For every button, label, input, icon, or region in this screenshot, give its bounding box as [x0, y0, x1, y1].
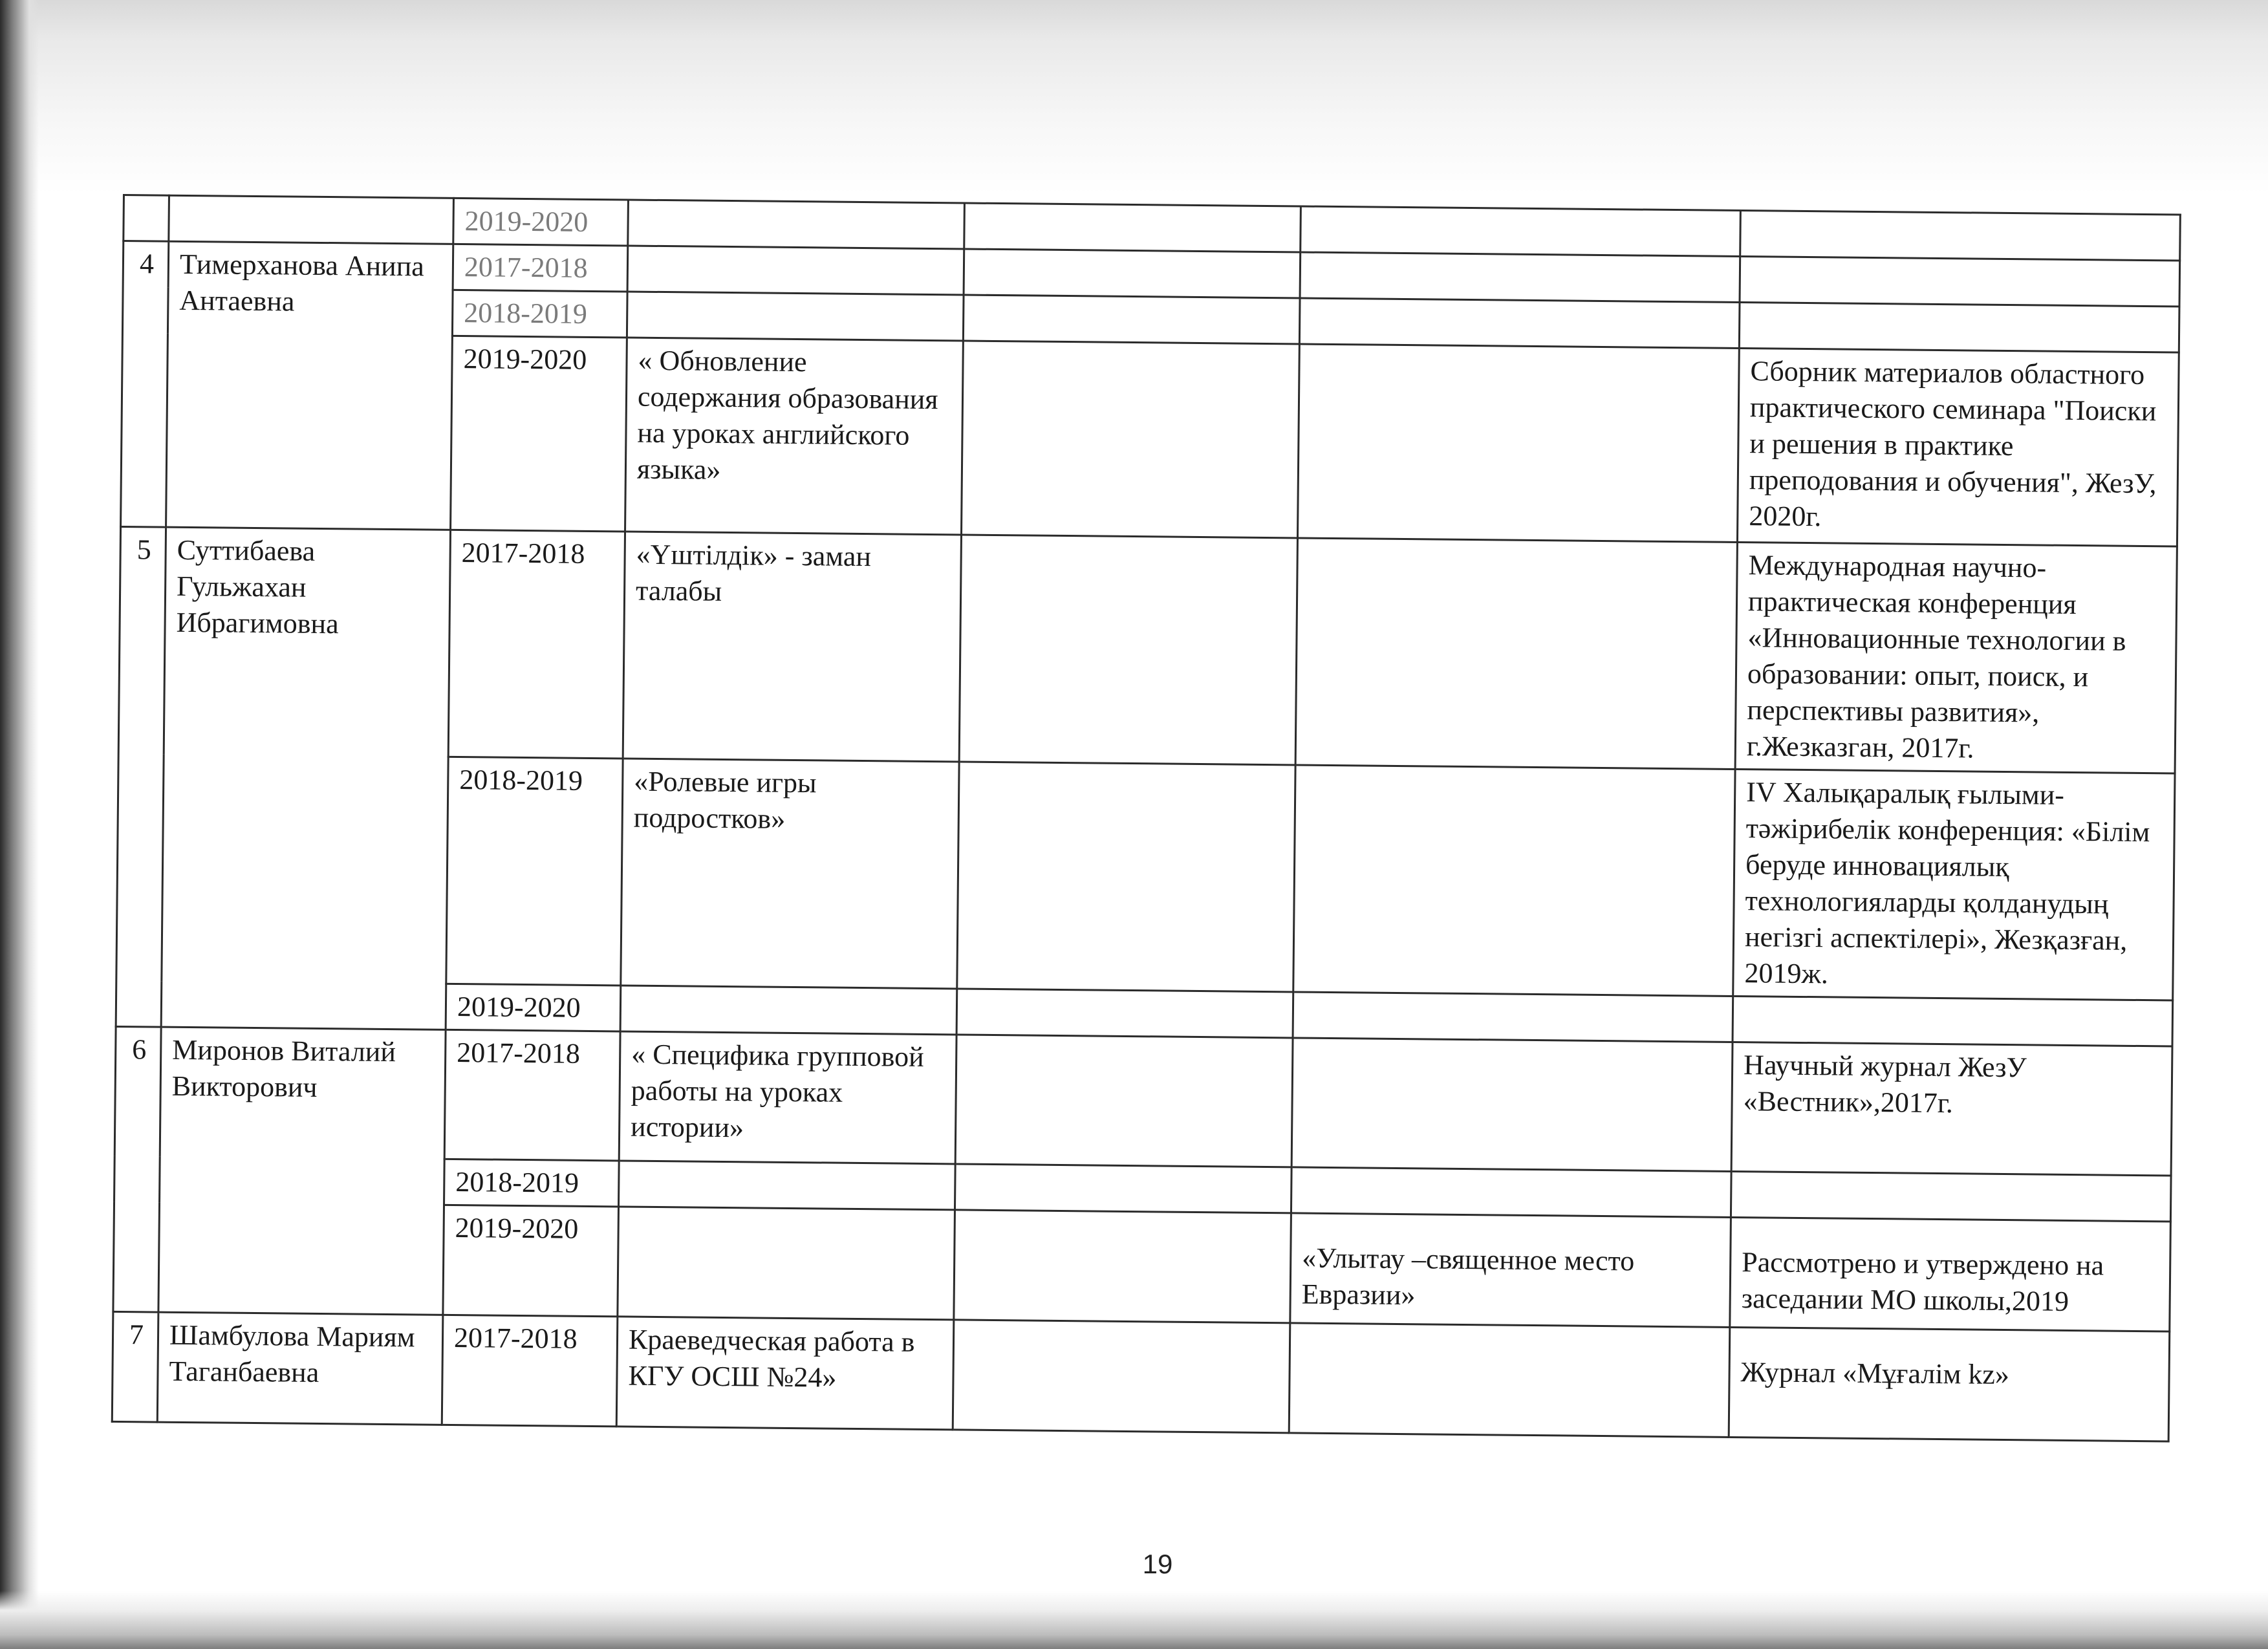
publication-cell: Журнал «Мұғалім kz» — [1729, 1327, 2170, 1441]
topic-cell — [618, 1207, 955, 1320]
topic-cell: « Обновление содержания образования на уроках английского языка» — [625, 338, 964, 535]
publication-cell: Сборник материалов областного практического семинара "Поиски и решения в практике преподования и обучения", ЖезУ, 2020г. — [1737, 349, 2179, 547]
row-number: 7 — [112, 1311, 158, 1422]
column5-cell — [957, 762, 1295, 992]
academic-year: 2017-2018 — [448, 530, 625, 759]
column6-cell — [1293, 992, 1733, 1042]
topic-cell — [620, 986, 957, 1035]
page-number: 19 — [1142, 1549, 1173, 1579]
publication-cell — [1740, 257, 2180, 307]
publication-cell: Международная научно-практическая конференция «Инновационные технологии в образовании: опыт, поиск, и перспективы развития», г.Жезказган, 2017г. — [1735, 542, 2177, 773]
column6-cell — [1293, 765, 1735, 997]
table-row — [118, 526, 2177, 773]
column6-cell — [1301, 206, 1741, 257]
topic-cell — [627, 292, 964, 341]
publication-cell — [1731, 1171, 2171, 1222]
academic-year: 2017-2018 — [444, 1029, 620, 1161]
academic-year: 2018-2019 — [444, 1159, 620, 1207]
academic-year: 2019-2020 — [443, 1205, 619, 1317]
table-row — [112, 1311, 2169, 1441]
column6-cell — [1289, 1323, 1730, 1438]
academic-year: 2017-2018 — [442, 1315, 618, 1427]
row-number: 4 — [121, 241, 169, 528]
row-number — [124, 195, 169, 242]
column5-cell — [954, 1210, 1291, 1323]
teacher-name: Шамбулова Мариям Таганбаевна — [157, 1312, 443, 1425]
academic-year: 2017-2018 — [453, 244, 628, 292]
column6-cell — [1297, 344, 1739, 543]
column6-cell — [1299, 298, 1740, 349]
publication-cell — [1733, 996, 2173, 1046]
column5-cell — [964, 249, 1301, 298]
teacher-name: Миронов Виталий Викторович — [158, 1027, 446, 1315]
column6-cell — [1291, 1038, 1733, 1172]
column5-cell — [962, 341, 1300, 538]
table-row — [114, 1026, 2172, 1176]
academic-year: 2019-2020 — [446, 984, 621, 1031]
academic-year: 2019-2020 — [453, 198, 629, 246]
teacher-name: Тимерханова Анипа Антаевна — [166, 241, 453, 530]
publication-cell — [1740, 211, 2181, 261]
row-number: 5 — [116, 526, 166, 1027]
teacher-name — [169, 195, 454, 244]
publication-cell: Научный журнал ЖезУ «Вестник»,2017г. — [1731, 1042, 2172, 1176]
publication-cell — [1739, 303, 2179, 353]
topic-cell — [619, 1161, 956, 1210]
scan-shadow-left — [0, 0, 39, 1649]
academic-year: 2019-2020 — [451, 336, 627, 532]
topic-cell — [627, 246, 964, 295]
column5-cell — [955, 1164, 1291, 1213]
scan-shadow-bottom — [0, 1591, 2268, 1649]
column6-cell: «Улытау –священное место Евразии» — [1290, 1213, 1731, 1328]
topic-cell — [628, 200, 965, 249]
topic-cell: «Ролевые игры подростков» — [621, 759, 959, 989]
column5-cell — [956, 989, 1293, 1038]
column5-cell — [964, 203, 1301, 252]
column5-cell — [955, 1035, 1293, 1167]
column5-cell — [953, 1320, 1290, 1433]
scan-shadow-top — [0, 0, 2268, 194]
column6-cell — [1295, 538, 1737, 770]
teacher-name: Суттибаева Гульжахан Ибрагимовна — [161, 527, 450, 1029]
topic-cell: Краеведческая работа в КГУ ОСШ №24» — [616, 1317, 954, 1430]
column5-cell — [963, 295, 1300, 344]
column6-cell — [1300, 252, 1740, 303]
row-number: 6 — [113, 1026, 161, 1312]
publication-cell: IV Халықаралық ғылыми-тәжірибелік конференция: «Білім беруде инновациялық технологияларды қолданудың негізгі аспектілері», Жезқазған, 2019ж. — [1733, 769, 2175, 1000]
topic-cell: «Үштілдік» - заман талабы — [623, 532, 961, 762]
column5-cell — [959, 535, 1297, 765]
column6-cell — [1291, 1167, 1731, 1218]
document-page — [111, 194, 2205, 1443]
publications-table — [111, 194, 2181, 1442]
publication-cell: Рассмотрено и утверждено на заседании МО школы,2019 — [1730, 1217, 2171, 1331]
academic-year: 2018-2019 — [446, 757, 623, 986]
academic-year: 2018-2019 — [452, 290, 627, 338]
topic-cell: « Специфика групповой работы на уроках истории» — [619, 1031, 956, 1164]
